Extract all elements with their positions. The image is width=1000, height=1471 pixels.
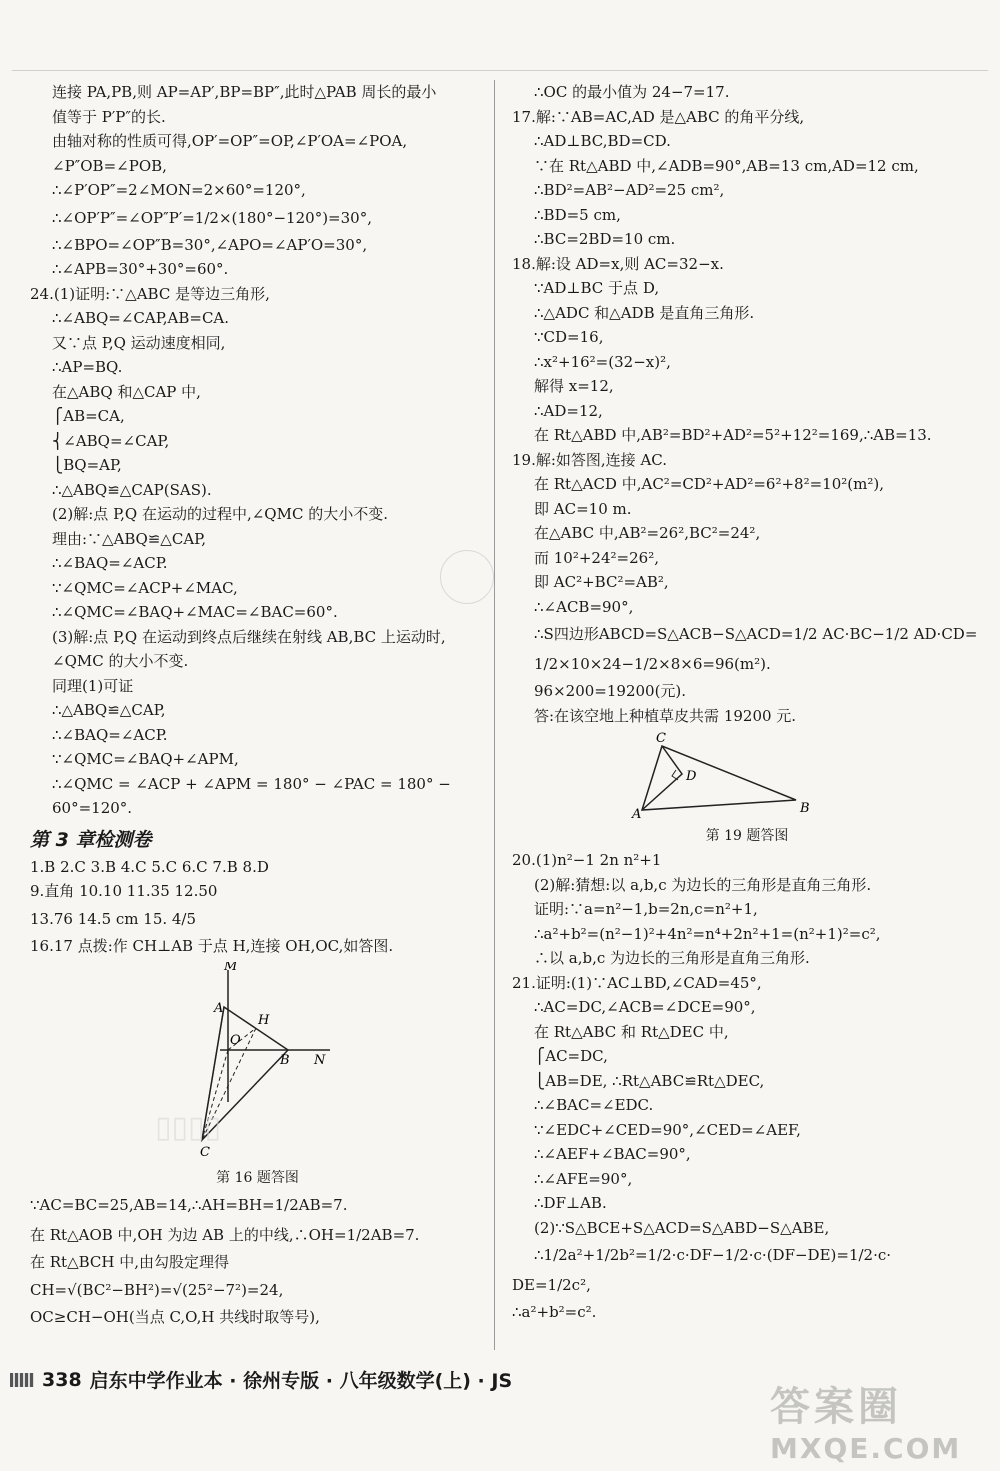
text-line: ∠P″OB=∠POB, (52, 156, 167, 175)
site-watermark (770, 1375, 980, 1465)
text-line: 16.17 点拨:作 CH⊥AB 于点 H,连接 OH,OC,如答图. (30, 936, 394, 955)
text-line: ∴∠OP′P″=∠OP″P′=1/2×(180°−120°)=30°, (52, 208, 372, 227)
text-line: ∴∠QMC=∠BAQ+∠MAC=∠BAC=60°. (52, 603, 338, 621)
text-line: ∵CD=16, (534, 328, 604, 346)
figure-16 (30, 962, 485, 1162)
answer-list (30, 855, 485, 959)
text-line: 即 AC²+BC²=AB², (534, 573, 669, 591)
text-line: 由轴对称的性质可得,OP′=OP″=OP,∠P′OA=∠POA, (52, 132, 408, 150)
column-divider (494, 80, 495, 1350)
text-line: ∴∠APB=30°+30°=60°. (52, 260, 229, 278)
text-line: 答:在该空地上种植草皮共需 19200 元. (534, 706, 797, 725)
top-rule (12, 70, 988, 71)
text-line: ∴∠AFE=90°, (534, 1169, 633, 1188)
fig16-label-O: O (230, 1033, 241, 1048)
text-line: ∵在 Rt△ABD 中,∠ADB=90°,AB=13 cm,AD=12 cm, (534, 156, 919, 175)
text-line: 96×200=19200(元). (534, 682, 687, 700)
ghost-watermark: ▯▯▯▯ (155, 1110, 222, 1145)
text-line: 24.(1)证明:∵△ABC 是等边三角形, (30, 284, 270, 303)
text-line: ∴∠AEF+∠BAC=90°, (534, 1145, 691, 1163)
text-line: (2)解:点 P,Q 在运动的过程中,∠QMC 的大小不变. (52, 505, 388, 523)
text-line: ∴a²+b²=c². (512, 1303, 597, 1321)
text-line: 即 AC=10 m. (534, 499, 632, 518)
figure-19 (512, 732, 982, 820)
text-line: 21.证明:(1)∵AC⊥BD,∠CAD=45°, (512, 973, 762, 992)
text-line: 9.直角 10.10 11.35 12.50 (30, 882, 218, 900)
text-line: ∴a²+b²=(n²−1)²+4n²=n⁴+2n²+1=(n²+1)²=c², (534, 924, 881, 943)
watermark-text: 答案圈 (770, 1384, 902, 1430)
page-footer (10, 1366, 512, 1393)
text-line: 又∵点 P,Q 运动速度相同, (52, 333, 226, 352)
fig19-label-B: B (800, 801, 810, 816)
fig16-label-C: C (200, 1145, 210, 1160)
text-line: CH=√(BC²−BH²)=√(25²−7²)=24, (30, 1280, 284, 1299)
text-line: 18.解:设 AD=x,则 AC=32−x. (512, 254, 724, 273)
left-column (30, 80, 485, 1329)
text-line: 17.解:∵AB=AC,AD 是△ABC 的角平分线, (512, 107, 805, 126)
text-line: ∴DF⊥AB. (534, 1194, 607, 1212)
q16-solution (30, 1190, 485, 1329)
page-number: 338 (42, 1368, 82, 1391)
text-line: ∴△ABQ≌△CAP(SAS). (52, 480, 212, 499)
text-line: ⎨∠ABQ=∠CAP, (52, 431, 170, 450)
text-line: ∴∠BAQ=∠ACP. (52, 554, 168, 572)
q23-continuation (30, 80, 485, 282)
text-line: ∴BD²=AB²−AD²=25 cm², (534, 181, 725, 199)
text-line: ∴1/2a²+1/2b²=1/2·c·DF−1/2·c·(DF−DE)=1/2·c· (534, 1246, 892, 1264)
text-line: 1.B 2.C 3.B 4.C 5.C 6.C 7.B 8.D (30, 857, 269, 876)
text-line: DE=1/2c², (512, 1276, 591, 1294)
text-line: ∵∠QMC=∠BAQ+∠APM, (52, 750, 239, 768)
text-line: 在 Rt△ACD 中,AC²=CD²+AD²=6²+8²=10²(m²), (534, 475, 884, 493)
section-title: 第 3 章检测卷 (30, 828, 152, 851)
text-line: 20.(1)n²−1 2n n²+1 (512, 851, 662, 869)
figure-16-caption: 第 16 题答图 (216, 1170, 299, 1186)
figure-19-diagram (512, 732, 982, 820)
text-line: ∴AC=DC,∠ACB=∠DCE=90°, (534, 998, 756, 1016)
text-line: ∵AD⊥BC 于点 D, (534, 279, 660, 297)
book-title: 启东中学作业本 · 徐州专版 · 八年级数学(上) · JS (89, 1370, 513, 1392)
text-line: ∴BD=5 cm, (534, 205, 621, 224)
text-line: ∴∠BPO=∠OP″B=30°,∠APO=∠AP′O=30°, (52, 235, 368, 254)
fig19-label-A: A (632, 807, 642, 820)
text-line: (2)解:猜想:以 a,b,c 为边长的三角形是直角三角形. (534, 875, 872, 894)
text-line: ∴∠ACB=90°, (534, 597, 634, 616)
text-line: 13.76 14.5 cm 15. 4/5 (30, 909, 197, 928)
text-line: ∴AD⊥BC,BD=CD. (534, 132, 671, 150)
text-line: 在△ABC 中,AB²=26²,BC²=24², (534, 524, 761, 542)
text-line: ∴∠BAC=∠EDC. (534, 1096, 654, 1114)
text-line: 而 10²+24²=26², (534, 548, 659, 567)
text-line: ∴△ABQ≌△CAP, (52, 701, 166, 719)
q17-19-solutions (512, 80, 982, 728)
text-line: 证明:∵a=n²−1,b=2n,c=n²+1, (534, 900, 758, 918)
figure-19-caption: 第 19 题答图 (705, 828, 789, 844)
text-line: ∠QMC 的大小不变. (52, 652, 189, 670)
text-line: 在 Rt△BCH 中,由勾股定理得 (30, 1253, 230, 1271)
text-line: 在 Rt△ABC 和 Rt△DEC 中, (534, 1022, 729, 1041)
text-line: ∴以 a,b,c 为边长的三角形是直角三角形. (534, 949, 810, 967)
text-line: 同理(1)可证 (52, 676, 134, 695)
text-line: 1/2×10×24−1/2×8×6=96(m²). (534, 655, 771, 673)
text-line: ∴∠P′OP″=2∠MON=2×60°=120°, (52, 181, 306, 199)
text-line: ∴AP=BQ. (52, 358, 123, 376)
footer-mark-icon (10, 1373, 34, 1387)
text-line: OC≥CH−OH(当点 C,O,H 共线时取等号), (30, 1307, 320, 1326)
text-line: 解得 x=12, (534, 377, 614, 395)
text-line: ∵AC=BC=25,AB=14,∴AH=BH=1/2AB=7. (30, 1196, 348, 1214)
text-line: ⎩BQ=AP, (52, 456, 122, 474)
text-line: (3)解:点 P,Q 在运动到终点后继续在射线 AB,BC 上运动时, (52, 627, 446, 646)
fig16-label-M: M (224, 962, 238, 974)
text-line: ∴∠BAQ=∠ACP. (52, 725, 168, 744)
text-line: ∴∠ABQ=∠CAP,AB=CA. (52, 309, 230, 327)
text-line: 在 Rt△AOB 中,OH 为边 AB 上的中线,∴OH=1/2AB=7. (30, 1226, 420, 1244)
text-line: ∴BC=2BD=10 cm. (534, 230, 676, 248)
fig19-label-D: D (686, 769, 697, 784)
fig16-label-N: N (314, 1053, 326, 1068)
text-line: 值等于 P′P″的长. (52, 107, 166, 126)
text-line: 60°=120°. (52, 799, 133, 817)
q24-solution (30, 282, 485, 821)
text-line: ∴OC 的最小值为 24−7=17. (534, 83, 730, 101)
fig16-label-B: B (280, 1053, 290, 1068)
text-line: ∵∠QMC=∠ACP+∠MAC, (52, 578, 238, 597)
watermark-url: MXQE.COM (770, 1432, 962, 1465)
fig16-label-A: A (214, 1001, 224, 1016)
figure-16-diagram (30, 962, 485, 1162)
text-line: ∴△ADC 和△ADB 是直角三角形. (534, 303, 755, 322)
text-line: 19.解:如答图,连接 AC. (512, 450, 667, 469)
text-line: 理由:∵△ABQ≌△CAP, (52, 529, 206, 548)
text-line: ∴∠QMC = ∠ACP + ∠APM = 180° − ∠PAC = 180° − (52, 774, 451, 793)
right-column (512, 80, 982, 1325)
fig16-label-H: H (258, 1013, 270, 1028)
text-line: 在 Rt△ABD 中,AB²=BD²+AD²=5²+12²=169,∴AB=13. (534, 426, 932, 444)
q20-21-solutions (512, 848, 982, 1325)
text-line: ⎧AB=CA, (52, 407, 125, 425)
text-line: 在△ABQ 和△CAP 中, (52, 382, 201, 401)
fig19-label-C: C (656, 732, 666, 746)
text-line: ⎧AC=DC, (534, 1047, 608, 1065)
text-line: ∴x²+16²=(32−x)², (534, 352, 671, 371)
text-line: ∵∠EDC+∠CED=90°,∠CED=∠AEF, (534, 1120, 801, 1139)
text-line: ⎩AB=DE, ∴Rt△ABC≌Rt△DEC, (534, 1071, 765, 1090)
text-line: ∴AD=12, (534, 401, 603, 420)
text-line: 连接 PA,PB,则 AP=AP′,BP=BP″,此时△PAB 周长的最小 (52, 83, 437, 101)
text-line: ∴S四边形ABCD=S△ACB−S△ACD=1/2 AC·BC−1/2 AD·CD= (534, 625, 978, 643)
text-line: (2)∵S△BCE+S△ACD=S△ABD−S△ABE, (534, 1218, 830, 1237)
